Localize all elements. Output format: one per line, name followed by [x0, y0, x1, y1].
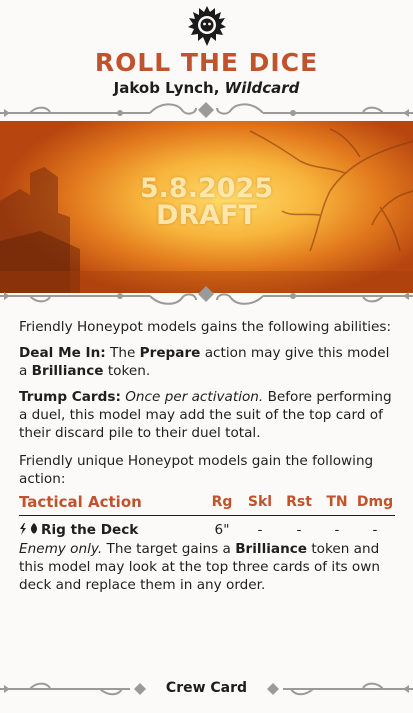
card-subtitle — [0, 78, 413, 98]
action-table-header — [19, 492, 395, 516]
ability-text: token. — [103, 363, 151, 379]
art-scroll-ornament — [0, 284, 413, 310]
ability-name: Trump Cards: — [19, 389, 121, 405]
header-target-number: TN — [319, 492, 355, 516]
ability-text: The — [105, 345, 140, 361]
faction-logo-icon — [186, 4, 228, 48]
ability-trump-cards — [19, 388, 397, 442]
action-damage: - — [372, 522, 378, 538]
watermark-draft: DRAFT — [156, 200, 257, 231]
draft-watermark — [0, 175, 413, 229]
action-name: Rig the Deck — [41, 522, 139, 538]
action-restriction: Enemy only. — [19, 541, 103, 557]
ability-text: Before performing a duel, this model may add the suit of the top card of their discard pile to their duel total. — [19, 389, 392, 441]
pulse-trigger-icon — [19, 523, 27, 535]
card-type-label: Crew Card — [165, 680, 248, 696]
rules-text — [19, 318, 397, 594]
header-range: Rg — [203, 492, 241, 516]
action-description — [19, 540, 397, 594]
action-row-rig-the-deck — [19, 516, 395, 539]
header-resist: Rst — [279, 492, 319, 516]
subtitle-separator: , — [213, 79, 225, 97]
card-title: ROLL THE DICE — [94, 48, 319, 77]
abilities-intro: Friendly Honeypot models gains the following abilities: — [19, 319, 392, 335]
ability-deal-me-in — [19, 344, 397, 380]
master-name: Jakob Lynch — [113, 79, 214, 97]
action-resist: - — [296, 522, 302, 538]
keyword-brilliance: Brilliance — [31, 363, 104, 379]
action-text: token and this model may look at the top three cards of its own deck and replace them in any order. — [19, 541, 380, 593]
action-name-cell — [19, 516, 203, 539]
header-damage: Dmg — [355, 492, 395, 516]
header-skill: Skl — [241, 492, 279, 516]
ram-suit-icon — [30, 523, 38, 535]
action-tn: - — [334, 522, 340, 538]
watermark-date: 5.8.2025 — [139, 173, 274, 204]
action-table — [19, 492, 395, 538]
keyword-brilliance: Brilliance — [235, 541, 308, 557]
top-scroll-ornament — [0, 98, 413, 122]
action-text: The target gains a — [102, 541, 236, 557]
ability-name: Deal Me In: — [19, 345, 106, 361]
action-skill: - — [257, 522, 263, 538]
action-intro: Friendly unique Honeypot models gain the following action: — [19, 453, 374, 487]
ability-restriction: Once per activation. — [120, 389, 264, 405]
ability-text: action may give this model a — [19, 345, 390, 379]
header-tactical-action: Tactical Action — [19, 492, 203, 516]
keyword-prepare: Prepare — [139, 345, 201, 361]
station-name: Wildcard — [224, 79, 300, 97]
action-range: 6" — [214, 522, 230, 538]
card-art — [0, 121, 413, 293]
